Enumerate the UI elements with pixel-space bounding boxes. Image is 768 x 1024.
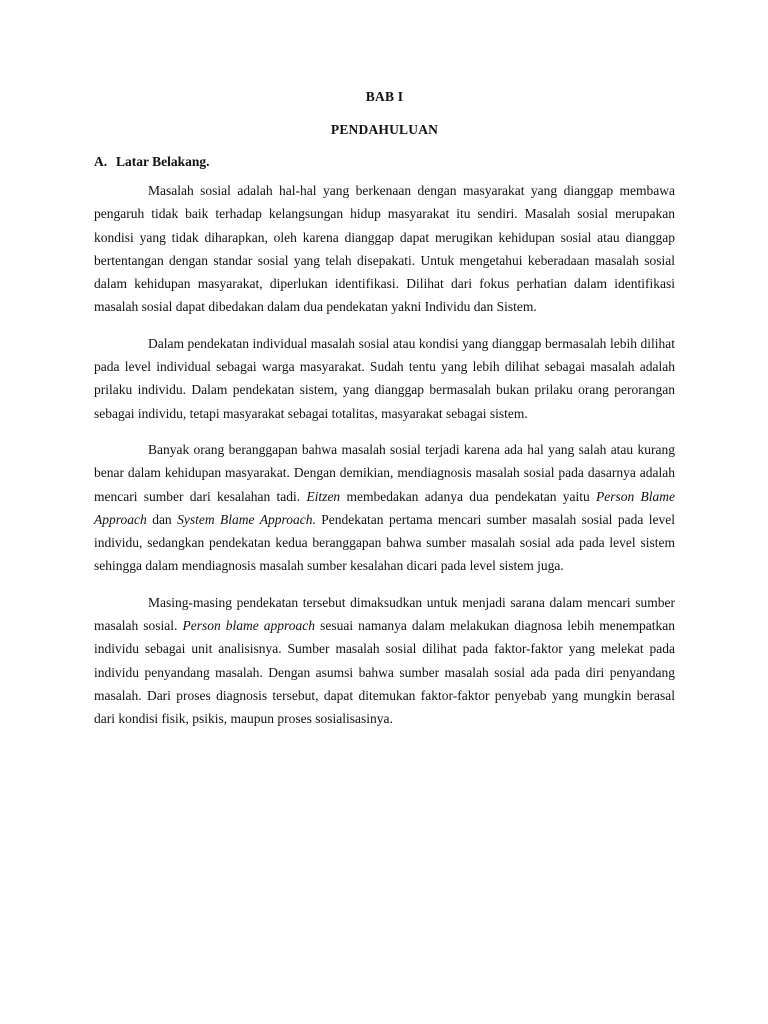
chapter-label: BAB I [365, 89, 404, 104]
paragraph-text: Pendekatan pertama mencari sumber masalah sosial pada level individu, sedangkan pendekatan kedua beranggapan bahwa sumber masalah sosial ada pada level sistem sehingga dalam mendiagnosis masalah sumber kesalahan dicari pada level sistem juga. [94, 511, 675, 574]
paragraph [94, 591, 675, 731]
paragraph-text: sesuai namanya dalam melakukan diagnosa lebih menempatkan individu sebagai unit analisisnya. Sumber masalah sosial dilihat pada faktor-faktor yang melekat pada individu penyandang masalah. Dengan asumsi bahwa sumber masalah sosial ada pada diri penyandang masalah. Dari proses diagnosis tersebut, dapat ditemukan faktor-faktor penyebab yang mungkin berasal dari kondisi fisik, psikis, maupun proses sosialisasinya. [94, 618, 675, 727]
paragraph-text: Masalah sosial adalah hal-hal yang berkenaan dengan masyarakat yang dianggap membawa pengaruh tidak baik terhadap kelangsungan hidup masyarakat itu sendiri. Masalah sosial merupakan kondisi yang tidak diharapkan, oleh karena dianggap dapat merugikan kehidupan sosial atau dianggap bertentangan dengan standar sosial yang telah disepakati. Untuk mengetahui keberadaan masalah sosial dalam kehidupan masyarakat, diperlukan identifikasi. Dilihat dari fokus perhatian dalam identifikasi masalah sosial dapat dibedakan dalam dua pendekatan yakni Individu dan Sistem. [94, 183, 675, 315]
paragraph [94, 332, 675, 425]
paragraph [94, 438, 675, 578]
italic-term: System Blame Approach. [177, 511, 316, 527]
section-number: A. [94, 154, 108, 169]
paragraph-text: membedakan adanya dua pendekatan yaitu [340, 488, 596, 504]
paragraph-text: Dalam pendekatan individual masalah sosial atau kondisi yang dianggap bermasalah lebih dilihat pada level individual sebagai warga masyarakat. Sudah tentu yang lebih dilihat sebagai masalah adalah prilaku individu. Dalam pendekatan sistem, yang dianggap bermasalah bukan prilaku orang perorangan sebagai individu, tetapi masyarakat sebagai totalitas, masyarakat sebagai sistem. [94, 335, 675, 421]
paragraph-text: Banyak orang beranggapan bahwa masalah sosial terjadi karena ada hal yang salah atau kurang benar dalam kehidupan masyarakat. Dengan demikian, mendiagnosis masalah sosial pada dasarnya adalah mencari sumber dari kesalahan tadi. [94, 441, 675, 504]
section-title: Latar Belakang. [116, 154, 210, 169]
document-body [94, 82, 675, 744]
italic-term: Person blame approach [182, 618, 316, 634]
paragraph-text: dan [146, 511, 178, 527]
paragraph [94, 179, 675, 319]
italic-term: Eitzen [306, 488, 341, 504]
section-heading [94, 147, 675, 177]
paragraph-text: Masing-masing pendekatan tersebut dimaksudkan untuk menjadi sarana dalam mencari sumber masalah sosial. [94, 594, 675, 634]
chapter-title: PENDAHULUAN [330, 122, 439, 137]
italic-term: Person Blame Approach [94, 488, 676, 527]
